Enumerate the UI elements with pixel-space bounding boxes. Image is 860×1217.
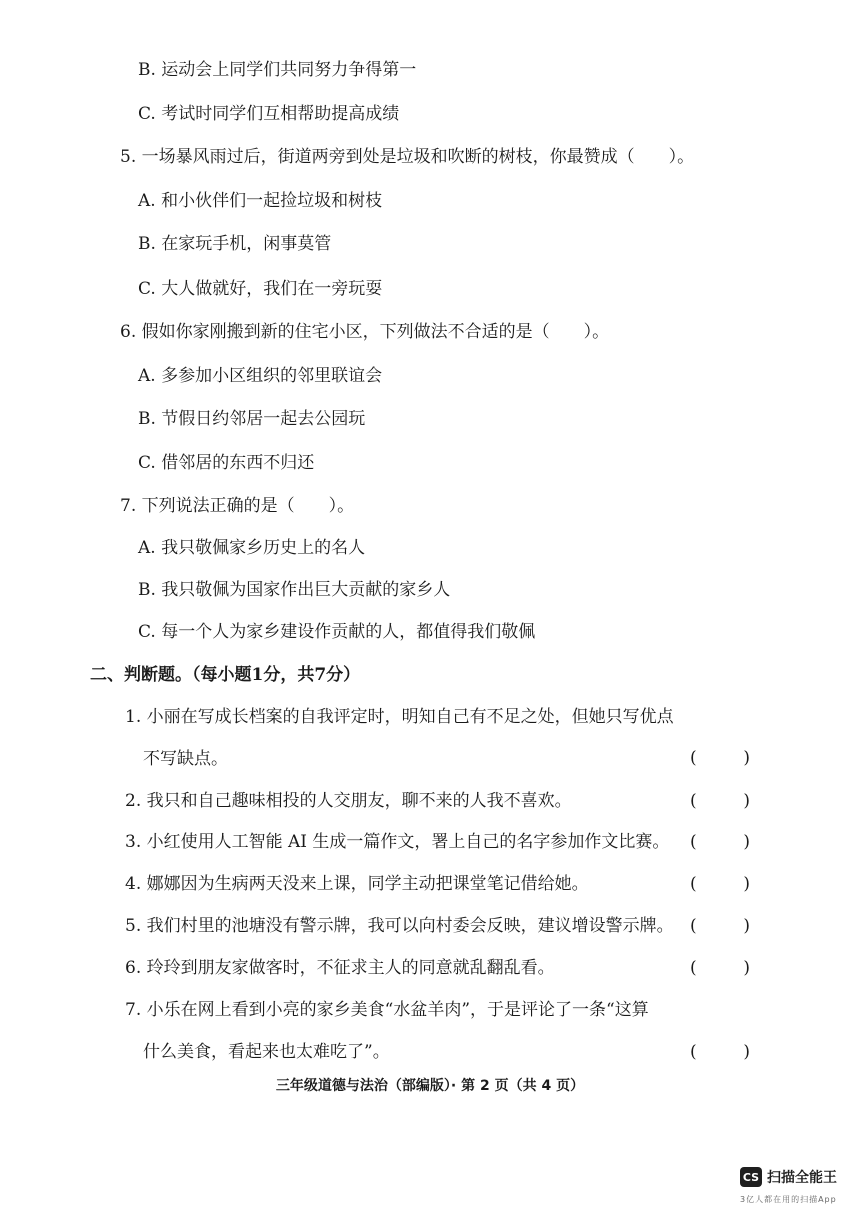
option-5c: C. 大人做就好，我们在一旁玩耍 — [138, 279, 383, 299]
option-5a: A. 和小伙伴们一起捡垃圾和树枝 — [138, 191, 383, 211]
option-7b: B. 我只敬佩为国家作出巨大贡献的家乡人 — [138, 580, 451, 600]
option-6b: B. 节假日约邻居一起去公园玩 — [138, 409, 366, 429]
question-7: 7. 下列说法正确的是（ ）。 — [120, 496, 355, 516]
answer-paren-4[interactable]: ( ) — [690, 874, 750, 894]
judgment-5: 5. 我们村里的池塘没有警示牌，我可以向村委会反映，建议增设警示牌。 — [125, 916, 674, 936]
question-5: 5. 一场暴风雨过后，街道两旁到处是垃圾和吹断的树枝，你最赞成（ ）。 — [120, 147, 695, 167]
judgment-4: 4. 娜娜因为生病两天没来上课，同学主动把课堂笔记借给她。 — [125, 874, 589, 894]
scanner-watermark — [740, 1167, 837, 1187]
option-7c: C. 每一个人为家乡建设作贡献的人，都值得我们敬佩 — [138, 622, 536, 642]
answer-paren-1[interactable]: ( ) — [690, 748, 750, 768]
judgment-7-line1: 7. 小乐在网上看到小亮的家乡美食“水盆羊肉”，于是评论了一条“这算 — [125, 1000, 649, 1020]
option-4c: C. 考试时同学们互相帮助提高成绩 — [138, 104, 400, 124]
judgment-1-line1: 1. 小丽在写成长档案的自我评定时，明知自己有不足之处，但她只写优点 — [125, 707, 674, 727]
camscanner-logo-icon: CS — [740, 1167, 762, 1187]
judgment-2: 2. 我只和自己趣味相投的人交朋友，聊不来的人我不喜欢。 — [125, 791, 572, 811]
answer-paren-5[interactable]: ( ) — [690, 916, 750, 936]
option-5b: B. 在家玩手机，闲事莫管 — [138, 234, 332, 254]
watermark-name: 扫描全能王 — [767, 1170, 837, 1186]
section-title-judgment: 二、判断题。（每小题1分，共7分） — [90, 665, 361, 685]
option-6a: A. 多参加小区组织的邻里联谊会 — [138, 366, 383, 386]
answer-paren-3[interactable]: ( ) — [690, 832, 750, 852]
watermark-tagline: 3亿人都在用的扫描App — [740, 1195, 837, 1204]
judgment-6: 6. 玲玲到朋友家做客时，不征求主人的同意就乱翻乱看。 — [125, 958, 555, 978]
option-4b: B. 运动会上同学们共同努力争得第一 — [138, 60, 417, 80]
judgment-3: 3. 小红使用人工智能 AI 生成一篇作文，署上自己的名字参加作文比赛。 — [125, 832, 670, 852]
page-footer: 三年级道德与法治（部编版）· 第 2 页（共 4 页） — [275, 1078, 585, 1094]
option-6c: C. 借邻居的东西不归还 — [138, 453, 315, 473]
answer-paren-2[interactable]: ( ) — [690, 791, 750, 811]
question-6: 6. 假如你家刚搬到新的住宅小区，下列做法不合适的是（ ）。 — [120, 322, 610, 342]
option-7a: A. 我只敬佩家乡历史上的名人 — [138, 538, 366, 558]
judgment-7-line2: 什么美食，看起来也太难吃了”。 — [143, 1042, 390, 1062]
answer-paren-6[interactable]: ( ) — [690, 958, 750, 978]
judgment-1-line2: 不写缺点。 — [143, 749, 228, 769]
answer-paren-7[interactable]: ( ) — [690, 1042, 750, 1062]
